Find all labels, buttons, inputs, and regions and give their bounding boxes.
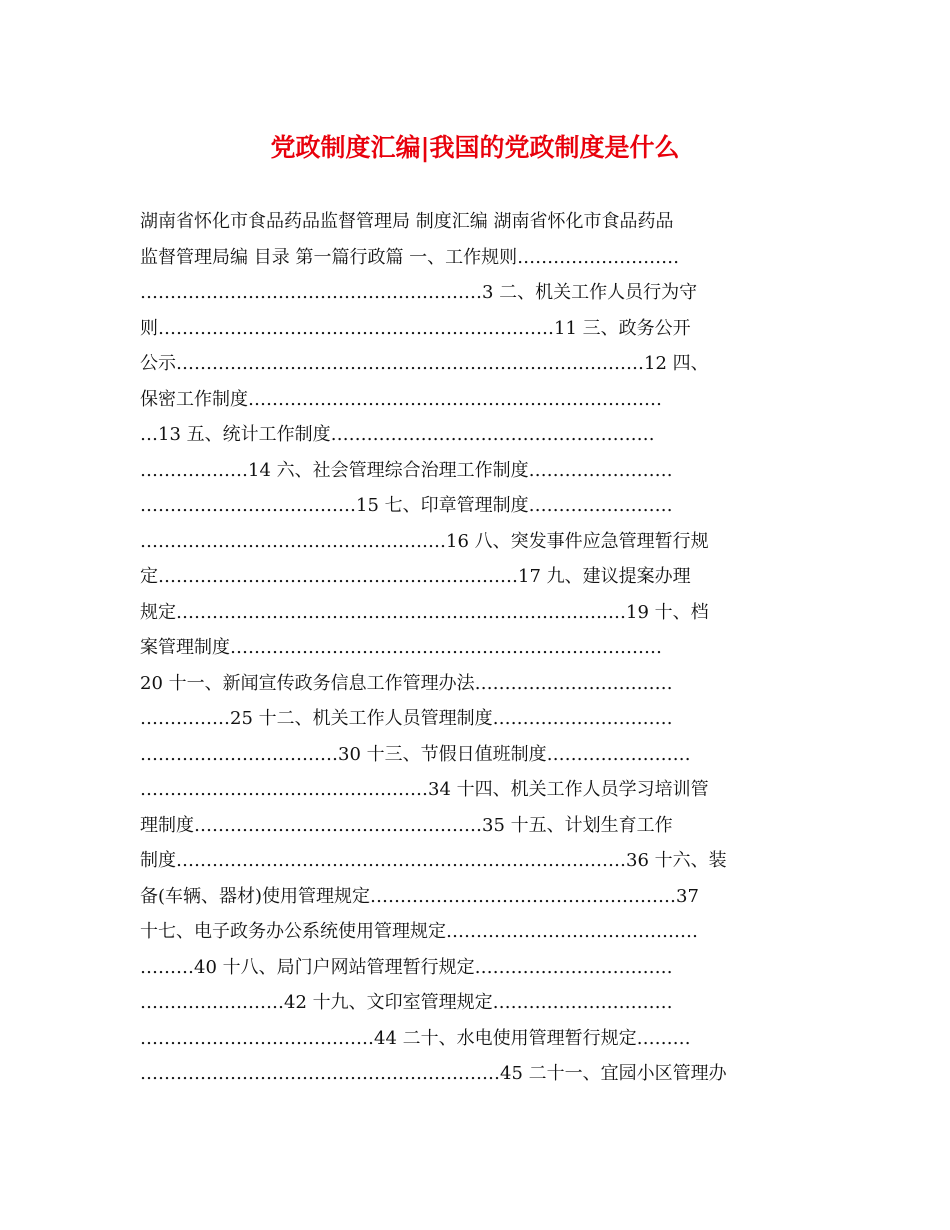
text-line: ………40 十八、局门户网站管理暂行规定…………………………… xyxy=(140,956,673,978)
text-line: ………………14 六、社会管理综合治理工作制度…………………… xyxy=(140,459,673,481)
table-of-contents xyxy=(140,204,815,1092)
text-line: ……………25 十二、机关工作人员管理制度………………………… xyxy=(140,708,673,729)
text-line: ……………………………30 十三、节假日值班制度…………………… xyxy=(140,743,691,765)
text-line: 制度…………………………………………………………………36 十六、装 xyxy=(140,850,727,871)
text-line: 则…………………………………………………………11 三、政务公开 xyxy=(140,317,691,339)
text-line: 备(车辆、器材)使用管理规定……………………………………………37 xyxy=(140,885,699,907)
text-line: 公示……………………………………………………………………12 四、 xyxy=(140,353,709,374)
text-line: 理制度…………………………………………35 十五、计划生育工作 xyxy=(140,814,673,836)
text-line: 20 十一、新闻宣传政务信息工作管理办法…………………………… xyxy=(140,672,673,694)
text-line: …………………………………………………3 二、机关工作人员行为守 xyxy=(140,282,698,303)
text-line: 保密工作制度…………………………………………………………… xyxy=(140,388,662,410)
text-line: ………………………………15 七、印章管理制度…………………… xyxy=(140,495,673,516)
text-line: 案管理制度……………………………………………………………… xyxy=(140,637,662,658)
document-title: 党政制度汇编|我国的党政制度是什么 xyxy=(270,133,680,162)
text-line: ……………………………………………16 八、突发事件应急管理暂行规 xyxy=(140,530,709,552)
text-line: 十七、电子政务办公系统使用管理规定…………………………………… xyxy=(140,921,698,942)
text-line: 湖南省怀化市食品药品监督管理局 制度汇编 湖南省怀化市食品药品 xyxy=(140,211,674,232)
text-line: ……………………………………………………45 二十一、宜园小区管理办 xyxy=(140,1063,727,1084)
text-line: 定……………………………………………………17 九、建议提案办理 xyxy=(140,566,691,587)
text-line: …………………………………44 二十、水电使用管理暂行规定……… xyxy=(140,1027,691,1049)
text-line: …………………………………………34 十四、机关工作人员学习培训管 xyxy=(140,779,709,800)
text-line: …13 五、统计工作制度……………………………………………… xyxy=(140,424,655,445)
text-line: ……………………42 十九、文印室管理规定………………………… xyxy=(140,992,673,1013)
text-line: 规定…………………………………………………………………19 十、档 xyxy=(140,601,709,623)
text-line: 监督管理局编 目录 第一篇行政篇 一、工作规则……………………… xyxy=(140,246,680,268)
